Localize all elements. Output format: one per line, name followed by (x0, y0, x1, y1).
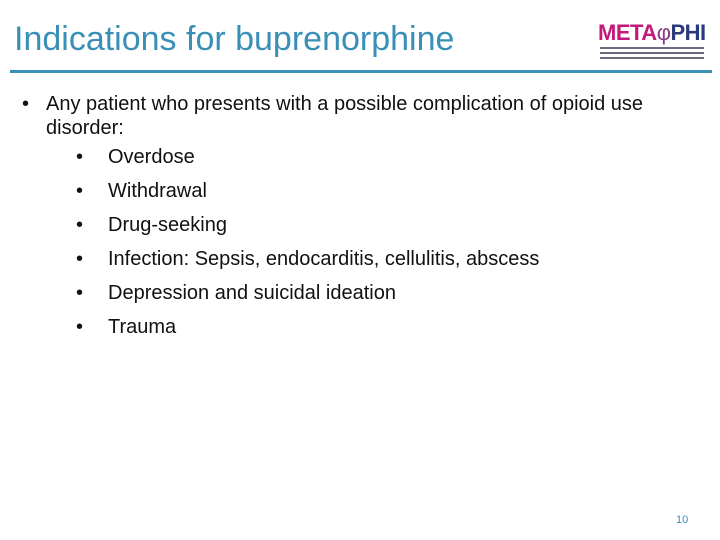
sub-bullet-item (76, 145, 682, 179)
bullet-marker: • (76, 248, 84, 270)
bullet-marker: • (76, 282, 84, 304)
main-bullet-text: Any patient who presents with a possible complication of opioid use disorder: (46, 93, 644, 139)
bullet-marker: • (76, 316, 84, 338)
main-bullet (22, 92, 682, 349)
sub-bullet-text: Drug-seeking (108, 214, 227, 236)
logo-tagline-line-2 (600, 52, 704, 54)
sub-bullet-item (76, 247, 682, 281)
logo-phi-glyph: φ (656, 20, 671, 45)
title-underline (10, 70, 712, 73)
logo-tagline-line-1 (600, 47, 704, 49)
sub-bullet-item (76, 213, 682, 247)
bullet-marker: • (22, 93, 30, 115)
metaphi-logo (598, 22, 706, 66)
logo-wordmark (598, 22, 706, 44)
logo-tagline (600, 47, 704, 65)
sub-bullet-text: Trauma (108, 316, 177, 338)
sub-bullet-text: Infection: Sepsis, endocarditis, cellulitis, abscess (108, 248, 540, 270)
sub-bullet-item (76, 315, 682, 349)
sub-bullet-text: Depression and suicidal ideation (108, 282, 396, 304)
bullet-marker: • (76, 146, 84, 168)
bullet-marker: • (76, 214, 84, 236)
sub-bullet-item (76, 281, 682, 315)
sub-bullet-list (46, 145, 682, 349)
slide-body (22, 92, 682, 351)
sub-bullet-text: Overdose (108, 146, 195, 168)
logo-word-phi: PHI (670, 20, 706, 45)
slide-title: Indications for buprenorphine (14, 20, 455, 58)
page-number: 10 (676, 514, 689, 526)
logo-word-meta: META (598, 20, 657, 45)
logo-tagline-line-3 (600, 57, 704, 59)
sub-bullet-text: Withdrawal (108, 180, 207, 202)
sub-bullet-item (76, 179, 682, 213)
bullet-marker: • (76, 180, 84, 202)
